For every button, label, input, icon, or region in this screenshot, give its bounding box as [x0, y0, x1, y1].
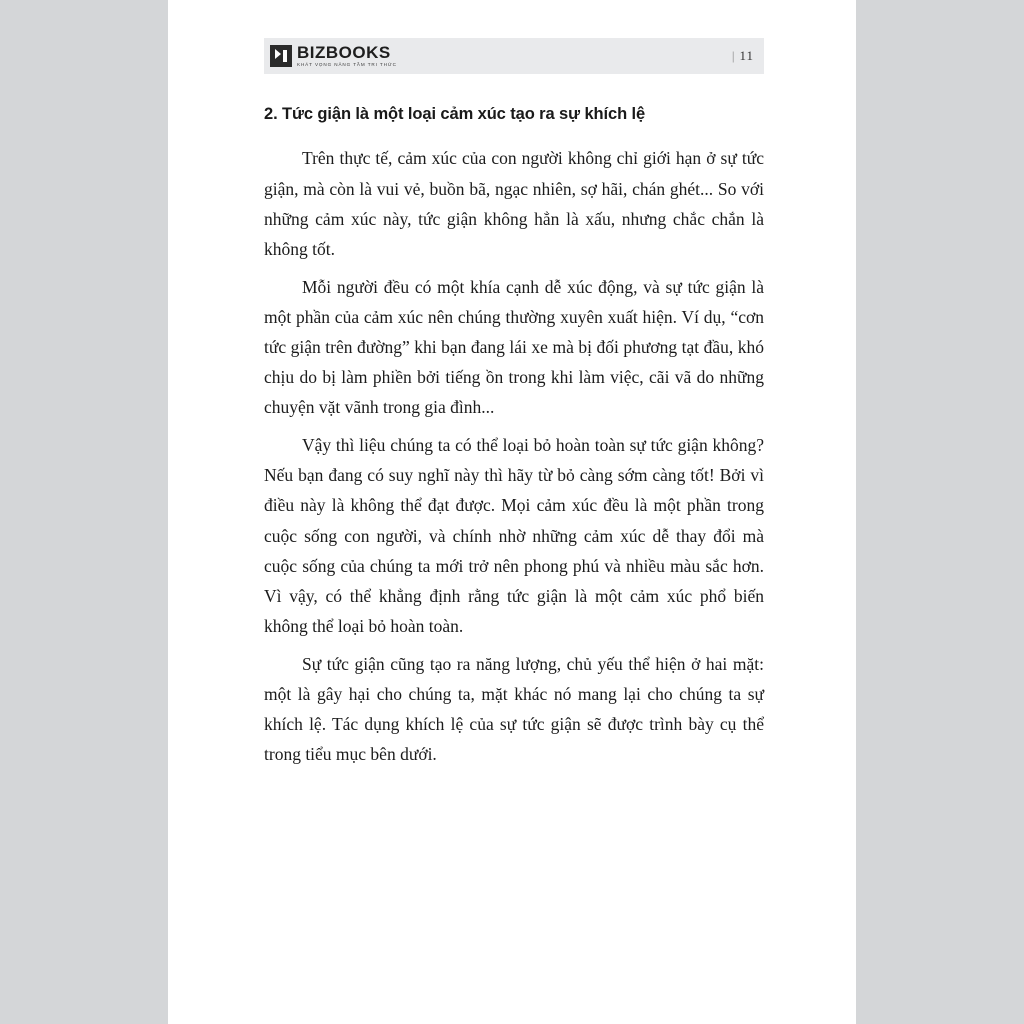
publisher-name-block	[297, 44, 397, 68]
publisher-name: BIZBOOKS	[297, 43, 391, 63]
page-header	[264, 38, 764, 74]
page-number-value: 11	[739, 48, 754, 63]
publisher-tagline: KHÁT VỌNG NÂNG TẦM TRI THỨC	[297, 62, 397, 68]
paragraph: Sự tức giận cũng tạo ra năng lượng, chủ yếu thể hiện ở hai mặt: một là gây hại cho chúng ta, mặt khác nó mang lại cho chúng ta sự khích lệ. Tác dụng khích lệ của sự tức giận sẽ được trình bày cụ thể trong tiểu mục bên dưới.	[264, 653, 764, 765]
paragraph: Mỗi người đều có một khía cạnh dễ xúc động, và sự tức giận là một phần của cảm xúc nên chúng thường xuyên xuất hiện. Ví dụ, “cơn tức giận trên đường” khi bạn đang lái xe mà bị đối phương tạt đầu, khó chịu do bị làm phiền bởi tiếng ồn trong khi làm việc, cãi vã do những chuyện vặt vãnh trong gia đình...	[264, 276, 764, 418]
document-page	[168, 0, 856, 1024]
page-content-area	[264, 38, 764, 769]
bizbooks-logo-icon	[270, 45, 292, 67]
page-number-separator: |	[731, 48, 736, 63]
publisher-logo	[270, 44, 397, 68]
section-heading: 2. Tức giận là một loại cảm xúc tạo ra sự khích lệ	[264, 105, 646, 123]
article-body	[264, 104, 764, 769]
paragraph: Trên thực tế, cảm xúc của con người không chỉ giới hạn ở sự tức giận, mà còn là vui vẻ, buồn bã, ngạc nhiên, sợ hãi, chán ghét... So với những cảm xúc này, tức giận không hẳn là xấu, nhưng chắc chắn là không tốt.	[264, 148, 764, 259]
page-number	[732, 48, 754, 64]
paragraph: Vậy thì liệu chúng ta có thể loại bỏ hoàn toàn sự tức giận không? Nếu bạn đang có suy nghĩ này thì hãy từ bỏ càng sớm càng tốt! Bởi vì điều này là không thể đạt được. Mọi cảm xúc đều là một phần trong cuộc sống con người, và chính nhờ những cảm xúc dễ thay đổi mà cuộc sống của chúng ta mới trở nên phong phú và nhiều màu sắc hơn. Vì vậy, có thể khẳng định rằng tức giận là một cảm xúc phổ biến không thể loại bỏ hoàn toàn.	[264, 435, 764, 636]
